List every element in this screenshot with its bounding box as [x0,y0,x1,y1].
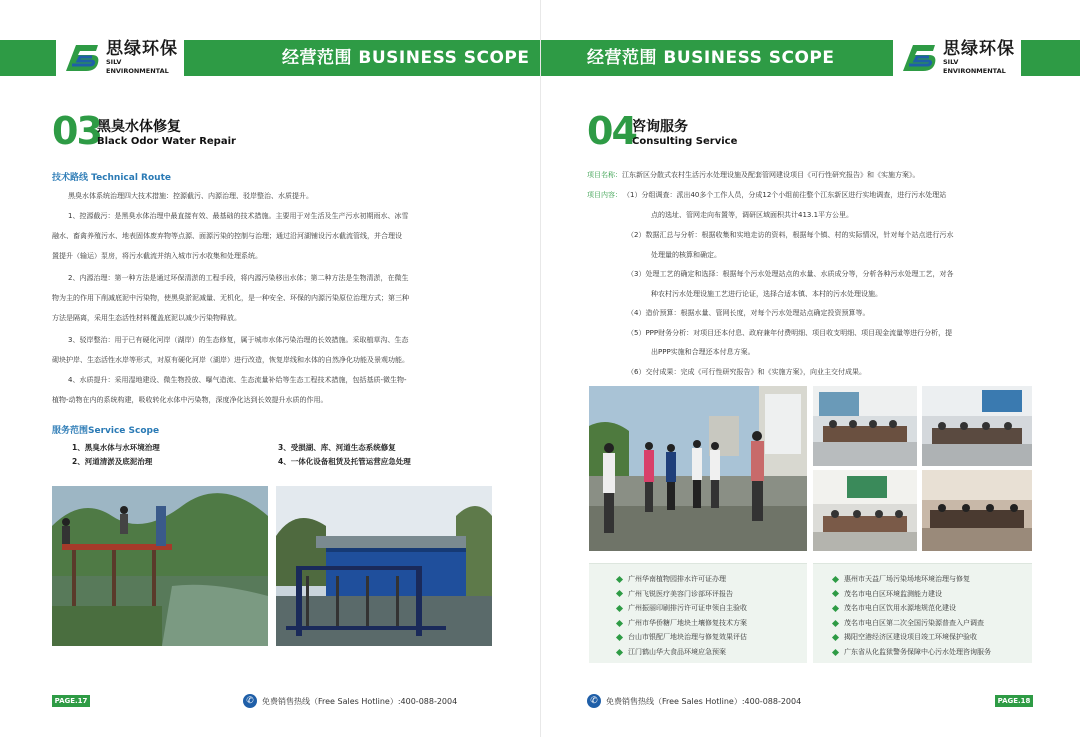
section-title-cn: 黑臭水体修复 [97,119,181,135]
phone-icon: ✆ [243,694,257,708]
scope-item: 4、一体化设备租赁及托管运营应急处理 [278,457,411,466]
brand-logo [893,36,1021,80]
project-line: （2）数据汇总与分析：根据收集和实地走访的资料，根据每个镇、村的实际情况，针对每个站点进行污水 [627,231,954,239]
case-list-left [589,563,807,663]
case-item: 揭阳空港经济区建设项目竣工环境保护验收 [833,630,991,645]
paragraph-line: 植物-动物在内的系统构建，吸收转化水体中污染物，深度净化达到长效提升水质的作用。 [52,396,328,404]
diamond-bullet-icon [832,634,839,641]
paragraph-line: 融水、畜禽养殖污水、地表固体废弃物等点源、面源污染的控制与治理；通过沿河湖铺设污水截流管线，并合理设 [52,232,402,240]
silv-logo-icon [899,41,939,75]
paragraph-line: 置提升（输运）泵房，将污水截流并纳入城市污水收集和处理系统。 [52,252,262,260]
silv-logo-icon [62,41,102,75]
project-line: （3）处理工艺的确定和选择：根据每个污水处理站点的水量、水质成分等，分析各种污水处理工艺，对各 [627,270,954,278]
meeting-photo [813,386,917,466]
paragraph-intro: 黑臭水体系统治理四大技术措施：控源截污、内源治理、驳岸整治、水质提升。 [68,192,313,200]
case-item: 茂名市电白区环境监测能力建设 [833,587,991,602]
project-content-label: 项目内容： [587,191,622,199]
brand-name-en: SILV ENVIRONMENTAL [106,58,169,75]
brand-logo [56,36,184,80]
brand-name-en: SILV ENVIRONMENTAL [943,58,1006,75]
project-line: 点的选址、管网走向布置等，调研区域面积共计413.1平方公里。 [651,211,854,219]
diamond-bullet-icon [616,605,623,612]
paragraph-line: 3、驳岸整治：用于已有硬化河岸（湖岸）的生态修复，属于城市水体污染治理的长效措施。采取植草沟、生态 [68,336,409,344]
project-line: （1）分组调查：派出40多个工作人员，分成12个小组前往整个江东新区进行实地调查，进行污水处理站 [623,191,947,199]
paragraph-line: 2、内源治理：第一种方法是通过环保清淤的工程手段，将内源污染移出水体；第二种方法是生物清淤，在微生 [68,274,409,282]
diamond-bullet-icon [832,576,839,583]
scope-item: 3、受损湖、库、河道生态系统修复 [278,443,396,452]
page-number: PAGE.17 [52,695,90,707]
section-title-cn: 咨询服务 [632,119,688,135]
paragraph-line: 砌块护岸、生态活性水岸等形式，对原有硬化河岸（湖岸）进行改造，恢复岸线和水体的自然净化功能及景观功能。 [52,356,409,364]
case-item: 广州飞锐医疗美容门诊部环评报告 [617,587,747,602]
page-number: PAGE.18 [995,695,1033,707]
project-line: 种农村污水处理设施工艺进行论证，选择合适本镇、本村的污水处理设施。 [651,290,882,298]
scope-item: 1、黑臭水体与水环境治理 [72,443,160,452]
meeting-photo [922,386,1032,466]
case-item: 广州振丽印刷排污许可证申领自主验收 [617,601,747,616]
service-scope-heading: 服务范围Service Scope [52,426,160,436]
paragraph-line: 方法是隔离，采用生态活性材料覆盖底泥以减少污染物释放。 [52,314,241,322]
project-line: （5）PPP财务分析：对项目还本付息、政府兼年付费明细、项目收支明细、项目现金流量等进行分析，提 [627,329,953,337]
project-line: （6）交付成果：完成《可行性研究报告》和《实施方案》，向业主交付成果。 [627,368,866,376]
meeting-photo [922,470,1032,551]
case-item: 惠州市天益厂场污染场地环境治理与修复 [833,572,991,587]
sales-hotline [243,693,457,709]
phone-icon: ✆ [587,694,601,708]
site-survey-photo [589,386,807,551]
hotline-text: 免费销售热线（Free Sales Hotline）:400-088-2004 [606,696,802,706]
hotline-text: 免费销售热线（Free Sales Hotline）:400-088-2004 [262,696,458,706]
diamond-bullet-icon [832,649,839,656]
case-item: 茂名市电白区第二次全国污染源普查入户调查 [833,616,991,631]
diamond-bullet-icon [616,620,623,627]
diamond-bullet-icon [616,634,623,641]
right-page [540,0,1080,737]
diamond-bullet-icon [616,590,623,597]
case-item: 广州市华侨糖厂地块土壤修复技术方案 [617,616,747,631]
paragraph-line: 1、控源截污：是黑臭水体治理中最直接有效、最基础的技术措施。主要用于对生活及生产污水初期雨水、冰雪 [68,212,409,220]
brand-name-cn: 思绿环保 [943,39,1015,59]
tech-route-heading: 技术路线 Technical Route [52,173,171,183]
diamond-bullet-icon [616,649,623,656]
case-list-right [813,563,1032,663]
section-number: 03 [52,109,101,153]
scope-item: 2、河道清淤及底泥治理 [72,457,153,466]
section-title-en: Consulting Service [632,136,738,147]
river-treatment-photo [52,486,268,646]
paragraph-line: 4、水质提升：采用湿地建设、微生物投放、曝气造流、生态流量补给等生态工程技术措施，包括基质-微生物- [68,376,407,384]
project-name-label: 项目名称： [587,171,622,179]
project-name: 江东新区分散式农村生活污水处理设施及配套管网建设项目《可行性研究报告》和《实施方案》。 [622,171,920,179]
project-name-row [587,166,920,185]
section-title-en: Black Odor Water Repair [97,136,236,147]
diamond-bullet-icon [832,605,839,612]
meeting-photo [813,470,917,551]
paragraph-line: 物为主的作用下削减底泥中污染物，使黑臭淤泥减量、无机化，是一种安全、环保的内源污染原位治理方式；第三种 [52,294,409,302]
project-line: 处理量的核算和确定。 [651,251,721,259]
case-item: 茂名市电白区饮用水源地规范化建设 [833,601,991,616]
case-item: 广州华南植物园排水许可证办理 [617,572,747,587]
section-number: 04 [587,109,636,153]
diamond-bullet-icon [832,620,839,627]
project-line: （4）造价预算：根据水量、管网长度，对每个污水处理站点确定投资预算等。 [627,309,870,317]
header-title: 经营范围 BUSINESS SCOPE [282,48,530,68]
case-item: 江门鹤山华大食品环境应急预案 [617,645,747,660]
sales-hotline [587,693,801,709]
case-item: 台山市银配厂地块治理与修复效果评估 [617,630,747,645]
brand-name-cn: 思绿环保 [106,39,178,59]
project-line: 出PPP实施和合理还本付息方案。 [651,348,755,356]
diamond-bullet-icon [616,576,623,583]
case-item: 广东省从化监狱警务保障中心污水处理咨询服务 [833,645,991,660]
equipment-photo [276,486,492,646]
header-title: 经营范围 BUSINESS SCOPE [587,48,835,68]
diamond-bullet-icon [832,590,839,597]
